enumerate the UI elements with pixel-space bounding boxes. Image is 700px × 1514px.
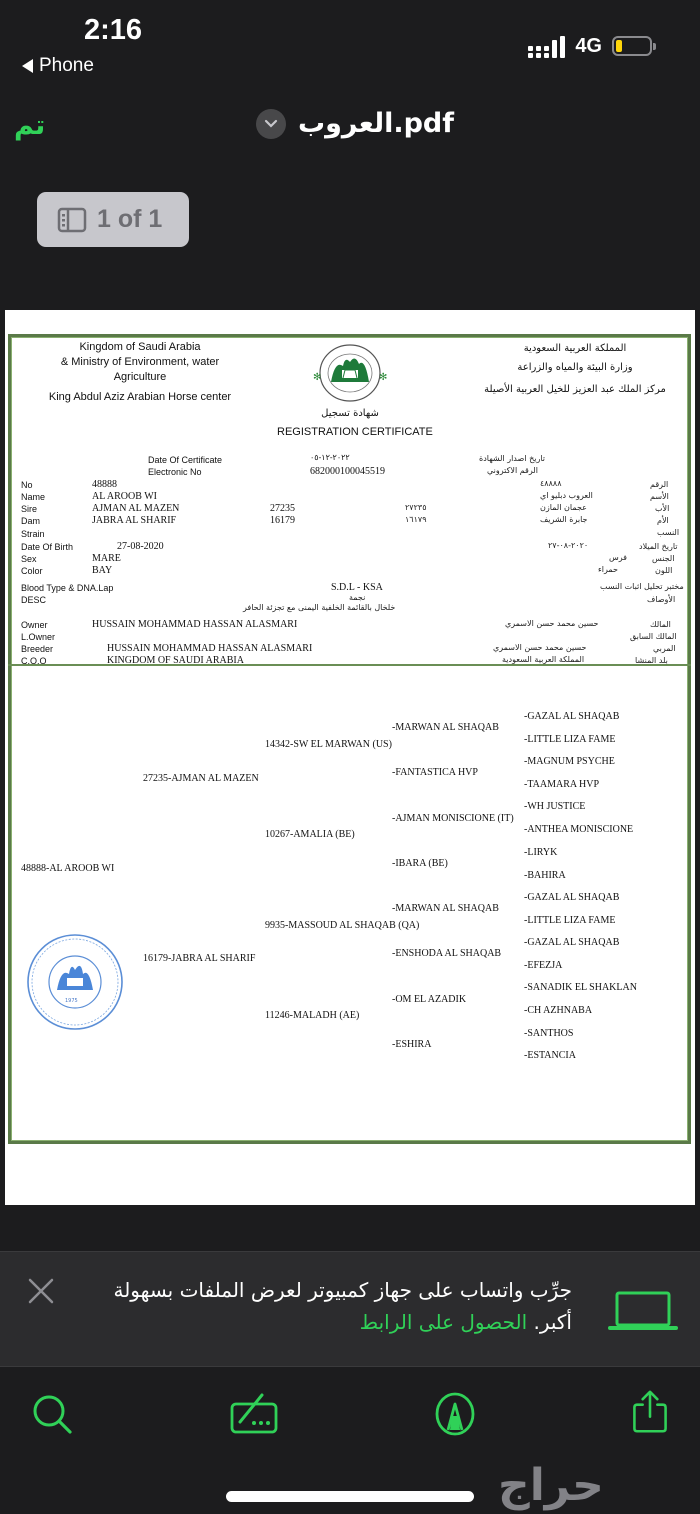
pedigree-gen3: -IBARA (BE) <box>392 858 448 869</box>
ministry-logo-icon <box>305 340 395 406</box>
coo-value: KINGDOM OF SAUDI ARABIA <box>107 655 244 666</box>
electronic-no-label: Electronic No <box>148 467 202 477</box>
coo-label: C.O.O <box>21 656 47 666</box>
pedigree-gen4: -LIRYK <box>524 847 558 858</box>
pedigree-gen4: -BAHIRA <box>524 870 566 881</box>
pedigree-gen4: -ESTANCIA <box>524 1050 576 1061</box>
done-button[interactable]: تم <box>14 110 46 141</box>
field-value-ar: حمراء <box>598 565 618 574</box>
date-of-certificate-label-ar: تاريخ اصدار الشهادة <box>479 454 545 463</box>
blood-type-label: Blood Type & DNA.Lap <box>21 583 114 593</box>
pedigree-gen3: -MARWAN AL SHAQAB <box>392 903 499 914</box>
pedigree-gen4: -TAAMARA HVP <box>524 779 600 790</box>
title-ar: شهادة تسجيل <box>321 408 379 419</box>
field-label-ar: الأم <box>657 516 669 525</box>
pedigree-gen4: -GAZAL AL SHAQAB <box>524 937 620 948</box>
field-label: Sire <box>21 504 38 514</box>
back-app-label: Phone <box>39 55 94 76</box>
owner-label-ar: المالك <box>650 620 671 629</box>
field-label: Strain <box>21 529 45 539</box>
status-indicators <box>528 34 652 58</box>
close-icon[interactable] <box>26 1276 56 1306</box>
field-value: BAY <box>92 565 113 576</box>
field-value-ar: ٢٠٢٠-٠٨-٢٧ <box>548 541 589 550</box>
field-value-ar: جابرة الشريف <box>540 515 588 524</box>
field-label-ar: الرقم <box>650 480 669 489</box>
back-triangle-icon <box>22 59 33 73</box>
pedigree-dam: 16179-JABRA AL SHARIF <box>143 953 256 964</box>
field-label: Dam <box>21 516 41 526</box>
header-en <box>25 340 255 405</box>
field-label: Date Of Birth <box>21 542 74 552</box>
breeder-value: HUSSAIN MOHAMMAD HASSAN ALASMARI <box>107 643 313 654</box>
field-value-ar: العروب دبليو اي <box>540 491 593 500</box>
field-value: 48888 <box>92 479 117 490</box>
field-number-ar: ١٦١٧٩ <box>405 515 427 524</box>
l-owner-label: L.Owner <box>21 632 56 642</box>
field-value: 27-08-2020 <box>117 541 164 552</box>
desc-label: DESC <box>21 595 47 605</box>
haraj-watermark: حراج <box>498 1460 604 1511</box>
desc-value-line2: خلخال بالقائمة الخلفية اليمنى مع تجزئة الحافر <box>243 603 396 612</box>
pedigree-gen4: -CH AZHNABA <box>524 1005 593 1016</box>
owner-value: HUSSAIN MOHAMMAD HASSAN ALASMARI <box>92 619 298 630</box>
document-title: العروب.pdf <box>298 108 455 139</box>
header-en-line: King Abdul Aziz Arabian Horse center <box>48 391 232 403</box>
sidebar-icon <box>57 207 87 233</box>
field-value: JABRA AL SHARIF <box>92 515 177 526</box>
desc-label-ar: الأوصاف <box>647 595 676 604</box>
pedigree-gen2: 9935-MASSOUD AL SHAQAB (QA) <box>265 920 420 931</box>
date-of-certificate-label: Date Of Certificate <box>148 455 223 465</box>
pedigree-gen2: 11246-MALADH (AE) <box>265 1010 360 1021</box>
blood-type-value: S.D.L - KSA <box>331 582 383 593</box>
owner-value-ar: حسين محمد حسن الاسمري <box>505 619 599 628</box>
page-indicator[interactable] <box>37 192 189 247</box>
field-number: 16179 <box>270 515 295 526</box>
pdf-page[interactable] <box>5 310 695 1205</box>
svg-text:✻: ✻ <box>379 372 388 383</box>
network-type: 4G <box>575 34 602 57</box>
header-en-line: & Ministry of Environment, water <box>60 356 220 368</box>
desktop-promo-banner <box>0 1251 700 1367</box>
field-number: 27235 <box>270 503 295 514</box>
electronic-no-label-ar: الرقم الاكتروني <box>487 466 538 475</box>
home-indicator[interactable] <box>226 1491 474 1502</box>
l-owner-label-ar: المالك السابق <box>630 632 677 641</box>
breeder-value-ar: حسين محمد حسن الاسمري <box>493 643 587 652</box>
date-of-certificate-value: ٢٠٢٢-١٢-٠٥ <box>310 453 350 462</box>
field-value-ar: ٤٨٨٨٨ <box>540 479 562 488</box>
banner-message <box>102 1274 572 1338</box>
field-value-ar: عجمان المازن <box>540 503 587 512</box>
share-icon[interactable] <box>628 1390 672 1434</box>
pedigree-horse: 48888-AL AROOB WI <box>21 863 115 874</box>
signal-icon <box>528 34 565 58</box>
search-icon[interactable] <box>30 1392 74 1436</box>
pedigree-gen2: 14342-SW EL MARWAN (US) <box>265 739 392 750</box>
back-to-app-button[interactable] <box>22 55 94 77</box>
page-count: 1 of 1 <box>97 205 163 233</box>
laptop-icon <box>608 1290 678 1332</box>
field-label: Sex <box>21 554 37 564</box>
field-label-ar: النسب <box>657 528 680 537</box>
pedigree-gen4: -SANTHOS <box>524 1028 574 1039</box>
coo-label-ar: بلد المنشا <box>635 656 668 665</box>
field-value-ar: فرس <box>609 553 628 562</box>
pedigree-gen4: -GAZAL AL SHAQAB <box>524 892 620 903</box>
status-time: 2:16 <box>84 14 143 46</box>
svg-text:✻: ✻ <box>313 372 322 383</box>
pedigree-gen4: -LITTLE LIZA FAME <box>524 734 616 745</box>
title-en: REGISTRATION CERTIFICATE <box>277 426 433 438</box>
pedigree-gen3: -FANTASTICA HVP <box>392 767 478 778</box>
header-ar-line: مركز الملك عبد العزيز للخيل العربية الأصيلة <box>484 384 666 395</box>
breeder-label: Breeder <box>21 644 54 654</box>
official-stamp-icon <box>25 932 125 1032</box>
pedigree-gen4: -SANADIK EL SHAKLAN <box>524 982 637 993</box>
svg-text:1975: 1975 <box>65 998 78 1004</box>
owner-label: Owner <box>21 620 48 630</box>
field-number-ar: ٢٧٢٣٥ <box>405 503 427 512</box>
pedigree-gen3: -MARWAN AL SHAQAB <box>392 722 499 733</box>
breeder-label-ar: المربي <box>653 644 676 653</box>
field-label: Color <box>21 566 43 576</box>
field-label-ar: اللون <box>655 566 673 575</box>
field-label: No <box>21 480 33 490</box>
banner-text: جرِّب واتساب على جهاز كمبيوتر لعرض الملفات بسهولة أكبر. <box>113 1278 572 1334</box>
field-value: MARE <box>92 553 121 564</box>
header-en-line: Agriculture <box>113 371 167 383</box>
document-title-menu[interactable] <box>256 108 454 139</box>
battery-icon <box>612 36 652 56</box>
field-label: Name <box>21 492 46 502</box>
field-value: AJMAN AL MAZEN <box>92 503 180 514</box>
header-ar-line: وزارة البيئة والمياه والزراعة <box>517 362 633 373</box>
markup-icon[interactable] <box>433 1392 477 1436</box>
coo-value-ar: المملكة العربية السعودية <box>502 655 585 664</box>
header-ar <box>465 340 685 400</box>
header-en-line: Kingdom of Saudi Arabia <box>79 341 201 353</box>
field-label-ar: الأسم <box>650 492 669 501</box>
pedigree-gen3: -OM EL AZADIK <box>392 994 467 1005</box>
field-label-ar: تاريخ الميلاد <box>639 542 678 551</box>
pedigree-sire: 27235-AJMAN AL MAZEN <box>143 773 259 784</box>
field-label-ar: الجنس <box>652 554 675 563</box>
pedigree-gen4: -ANTHEA MONISCIONE <box>524 824 634 835</box>
blood-type-label-ar: مختبر تحليل اثبات النسب <box>600 582 684 591</box>
signature-icon[interactable] <box>230 1392 280 1436</box>
chevron-down-icon <box>256 109 286 139</box>
pedigree-gen4: -LITTLE LIZA FAME <box>524 915 616 926</box>
desc-value: نجمة <box>349 593 366 602</box>
pedigree-gen2: 10267-AMALIA (BE) <box>265 829 355 840</box>
header-ar-line: المملكة العربية السعودية <box>523 343 627 354</box>
electronic-no-value: 682000100045519 <box>310 466 385 477</box>
pedigree-gen3: -ENSHODA AL SHAQAB <box>392 948 502 959</box>
pedigree-gen4: -WH JUSTICE <box>524 801 586 812</box>
pedigree-gen4: -EFEZJA <box>524 960 563 971</box>
pedigree-gen4: -GAZAL AL SHAQAB <box>524 711 620 722</box>
field-value: AL AROOB WI <box>92 491 157 502</box>
field-label-ar: الأب <box>655 504 670 513</box>
get-link-button[interactable]: الحصول على الرابط <box>359 1310 528 1334</box>
pedigree-gen3: -AJMAN MONISCIONE (IT) <box>392 813 514 824</box>
pedigree-gen3: -ESHIRA <box>392 1039 432 1050</box>
pedigree-gen4: -MAGNUM PSYCHE <box>524 756 615 767</box>
